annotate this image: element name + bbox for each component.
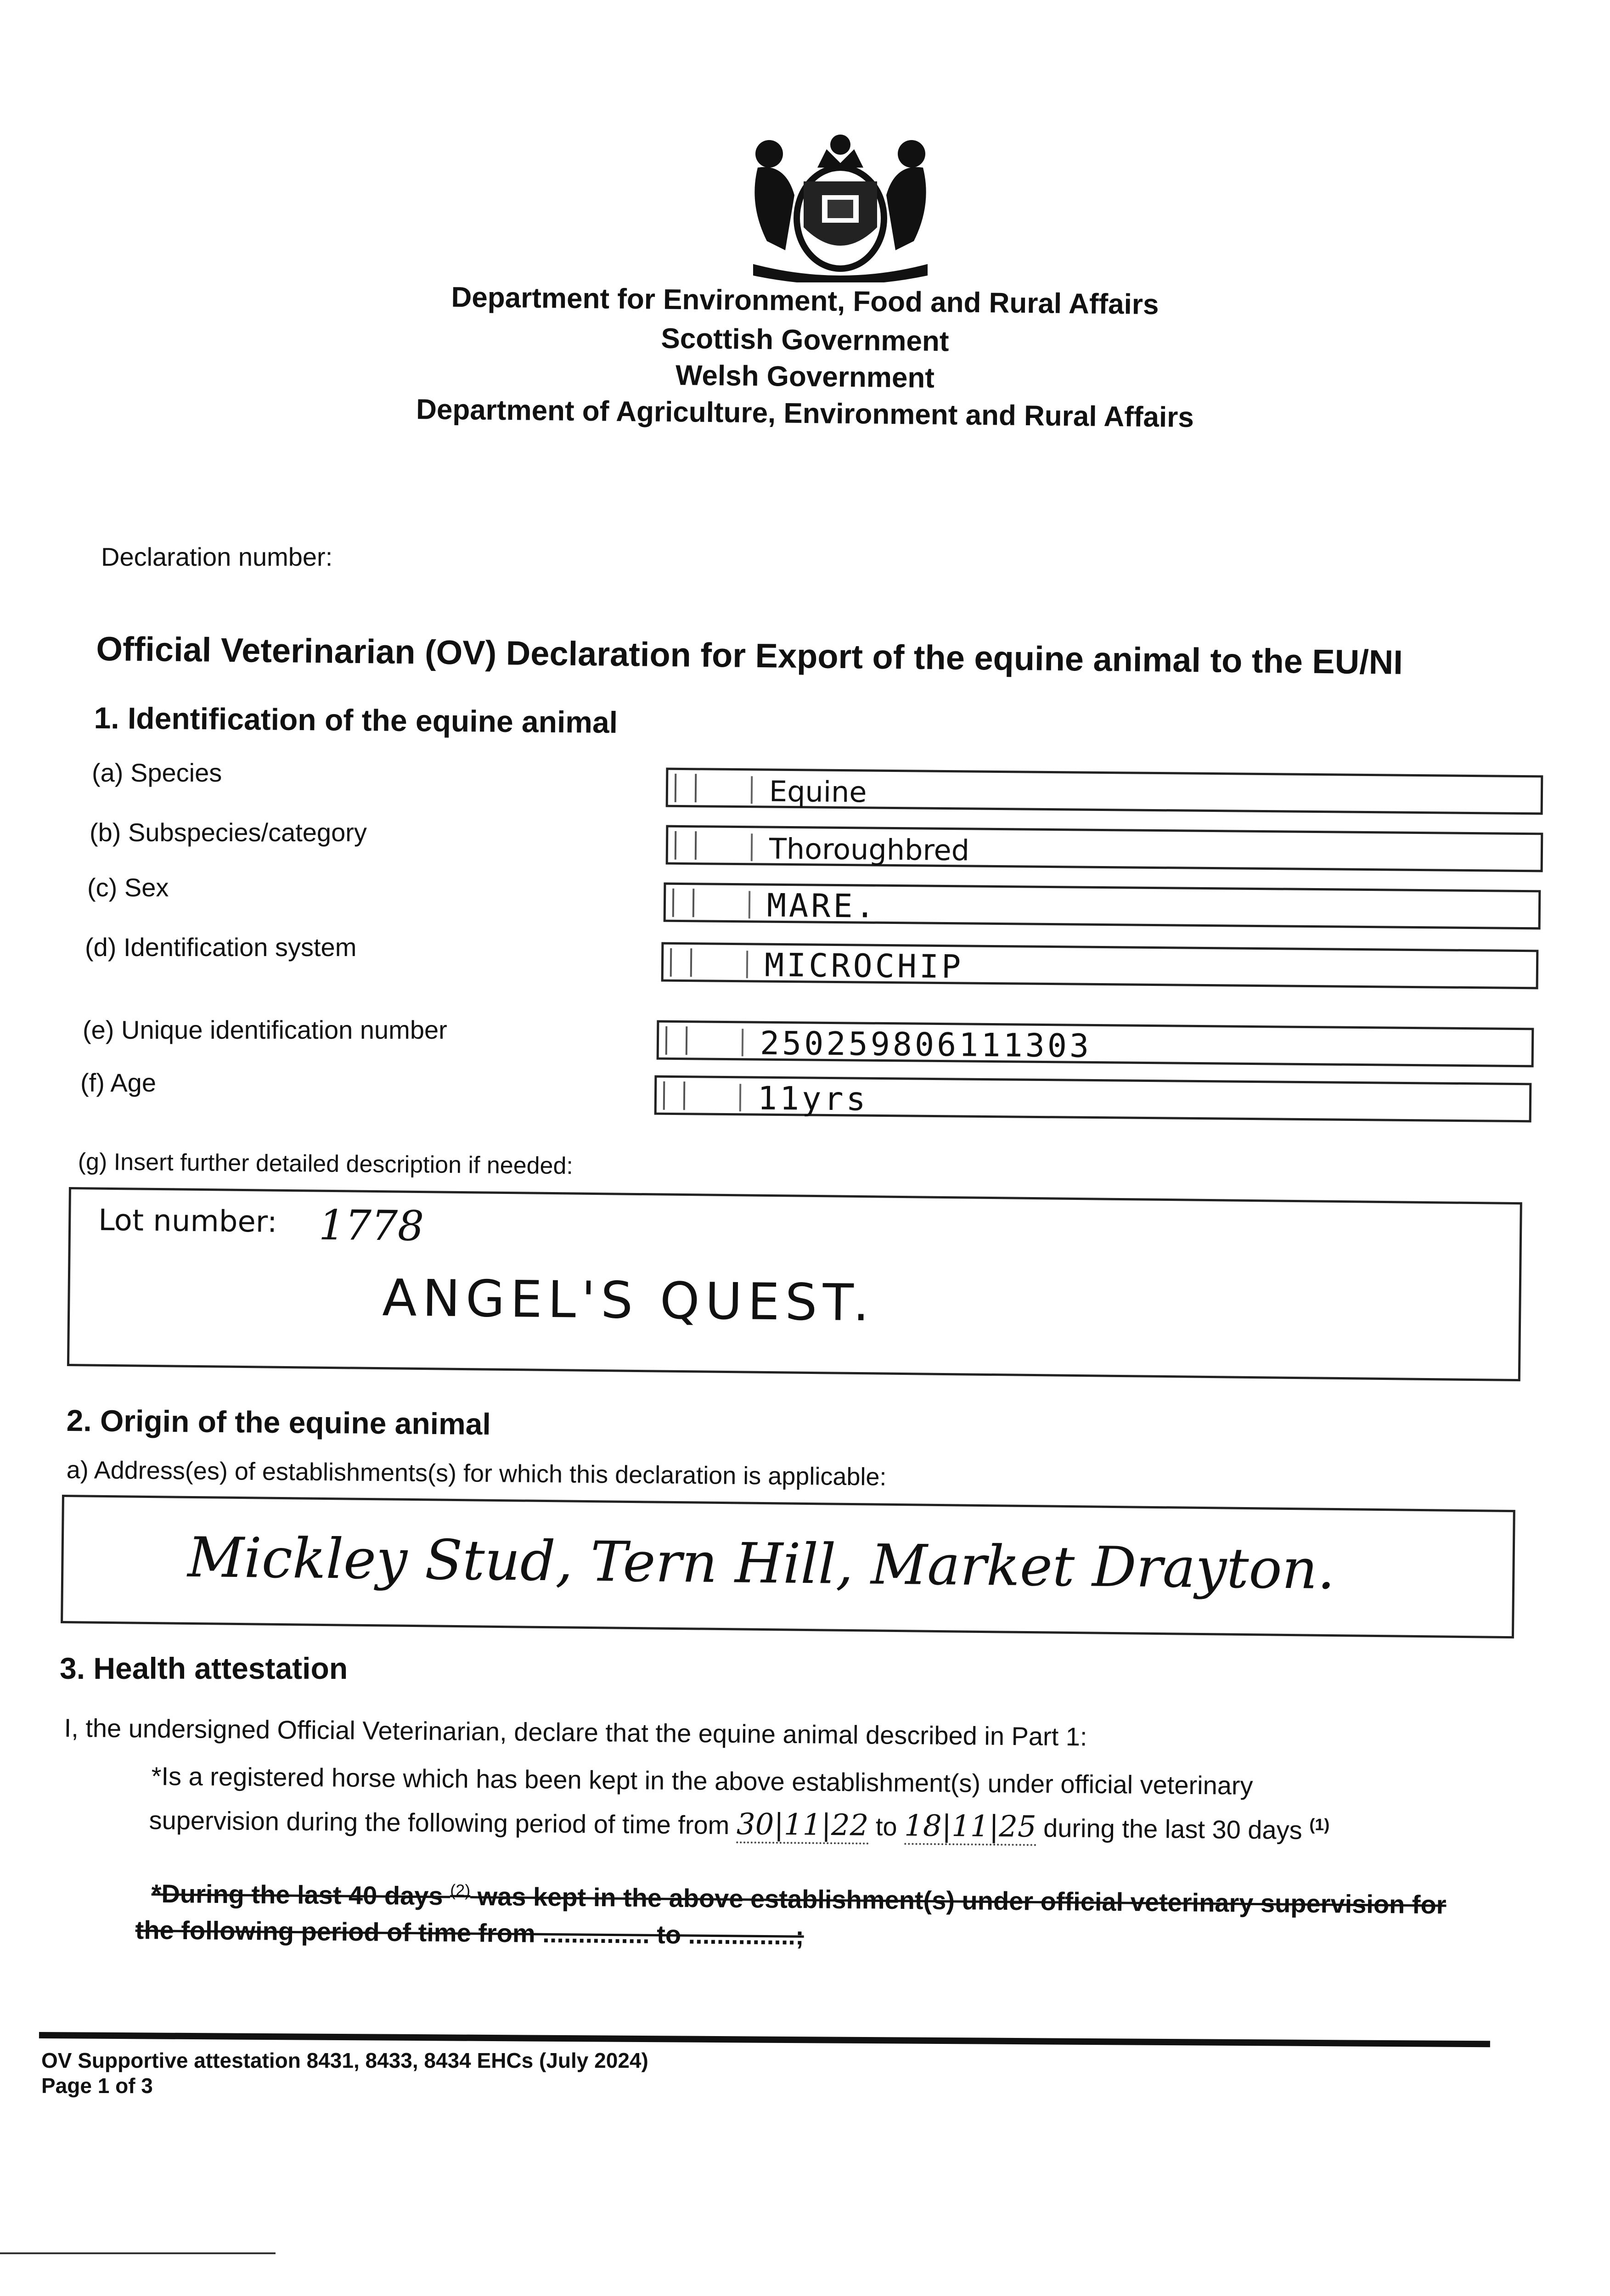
species-field[interactable] <box>666 768 1543 815</box>
statement1-line2 <box>149 1802 1329 1846</box>
address-label: a) Address(es) of establishments(s) for which this declaration is applicable: <box>66 1456 887 1491</box>
bottom-scan-line <box>0 2252 276 2254</box>
age-value: 11yrs <box>757 1079 869 1118</box>
address-box[interactable] <box>61 1495 1515 1638</box>
species-label: (a) Species <box>92 758 222 787</box>
lot-number-value: 1778 <box>318 1201 424 1251</box>
field-tick <box>663 1081 686 1110</box>
lot-number-label: Lot number: <box>98 1203 277 1239</box>
statement2-line1 <box>151 1878 1446 1919</box>
uid-label: (e) Unique identification number <box>83 1015 447 1044</box>
subspecies-value: Thoroughbred <box>769 832 970 867</box>
age-field[interactable] <box>654 1075 1532 1123</box>
date-from-value: 30|11|22 <box>737 1807 869 1845</box>
subspecies-label: (b) Subspecies/category <box>90 818 367 847</box>
form-title: Official Veterinarian (OV) Declaration for Export of the equine animal to the EU/NI <box>96 630 1403 681</box>
section2-title: 2. Origin of the equine animal <box>66 1403 491 1441</box>
horse-name-value: ANGEL'S QUEST. <box>382 1268 875 1333</box>
dept-scottish-gov: Scottish Government <box>661 322 949 358</box>
id-system-value: MICROCHIP <box>764 946 964 986</box>
declaration-number-label: Declaration number: <box>101 542 333 571</box>
sex-label: (c) Sex <box>87 873 169 902</box>
date-to-value: 18|11|25 <box>904 1809 1036 1846</box>
statement1-text: supervision during the following period of time from <box>149 1805 730 1840</box>
address-value: Mickley Stud, Tern Hill, Market Drayton. <box>187 1525 1335 1602</box>
dept-defra: Department for Environment, Food and Rural Affairs <box>451 281 1159 321</box>
field-tick <box>675 774 697 802</box>
footer-rule <box>39 2032 1490 2047</box>
uid-value: 250259806111303 <box>760 1024 1092 1065</box>
dept-daera: Department of Agriculture, Environment and Rural Affairs <box>416 394 1194 433</box>
field-divider <box>751 776 753 804</box>
field-tick <box>670 948 692 977</box>
royal-crest-logo <box>730 113 951 282</box>
age-label: (f) Age <box>80 1068 156 1097</box>
field-tick <box>672 889 695 917</box>
to-word: to <box>875 1812 897 1841</box>
dept-welsh-gov: Welsh Government <box>675 360 935 394</box>
subspecies-field[interactable] <box>666 825 1543 872</box>
statement1-line1: *Is a registered horse which has been kept in the above establishment(s) under official veterinary <box>151 1761 1253 1800</box>
section3-title: 3. Health attestation <box>60 1651 348 1685</box>
further-description-label: (g) Insert further detailed description if needed: <box>78 1148 574 1180</box>
field-divider <box>746 951 749 978</box>
id-system-field[interactable] <box>661 942 1539 990</box>
field-divider <box>739 1084 742 1111</box>
id-system-label: (d) Identification system <box>85 933 357 962</box>
statement1-end: during the last 30 days <box>1043 1813 1302 1845</box>
sex-value: MARE. <box>766 886 878 925</box>
field-divider <box>751 833 753 861</box>
section1-title: 1. Identification of the equine animal <box>94 701 618 739</box>
field-tick <box>665 1026 688 1055</box>
field-divider <box>742 1029 744 1056</box>
further-description-box[interactable] <box>67 1187 1522 1381</box>
field-tick <box>675 831 697 860</box>
statement2-text-b: was kept in the above establishment(s) under official veterinary supervision for <box>477 1881 1447 1919</box>
sex-field[interactable] <box>664 883 1541 930</box>
statement2-text-a: *During the last 40 days <box>151 1879 443 1911</box>
statement2-line2: the following period of time from ............... to ...............; <box>135 1915 804 1950</box>
footnote1-marker: (1) <box>1309 1815 1330 1834</box>
uid-field[interactable] <box>657 1020 1534 1068</box>
field-divider <box>749 891 751 918</box>
footnote2-marker: (2) <box>450 1880 471 1900</box>
species-value: Equine <box>769 774 867 809</box>
footer-attestation-ref: OV Supportive attestation 8431, 8433, 8434 EHCs (July 2024) <box>41 2048 648 2072</box>
attestation-intro: I, the undersigned Official Veterinarian, declare that the equine animal described in Part 1: <box>64 1713 1087 1751</box>
footer-page-number: Page 1 of 3 <box>41 2074 153 2098</box>
